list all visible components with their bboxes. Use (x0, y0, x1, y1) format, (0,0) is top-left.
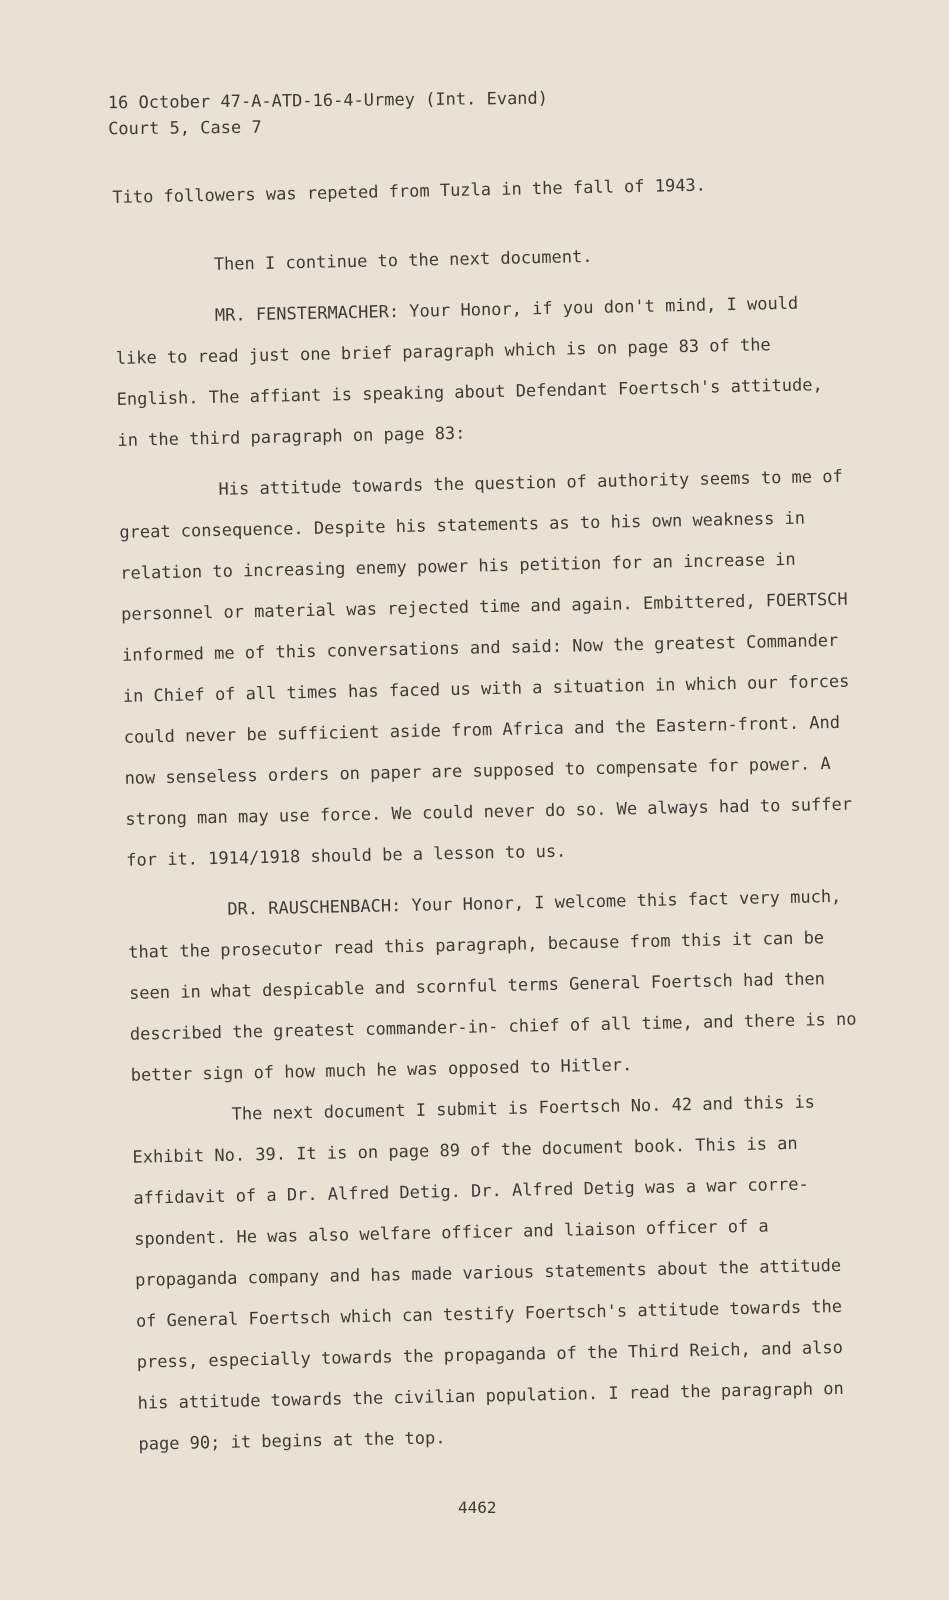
paragraph-fenstermacher: MR. FENSTERMACHER: Your Honor, if you don't mind, I would like to read just one brief paragraph which is on page 83 of the English. The affiant is speaking about Defendant Foertsch's attitude, in the third paragraph on page 83: (115, 293, 823, 451)
header-line-court-case: Court 5, Case 7 (108, 117, 262, 140)
document-header (108, 86, 549, 143)
transcript-body (112, 163, 869, 1466)
paragraph-rauschenbach: DR. RAUSCHENBACH: Your Honor, I welcome this fact very much, that the prosecutor read this paragraph, because from this it can be seen in what despicable and scornful terms General Foertsch had then described the greatest commander-in- chief of all time, and there is no better sign of how much he was opposed to Hitler. (128, 886, 857, 1086)
paragraph-next-document: Then I continue to the next document. (213, 246, 593, 275)
header-line-date-reference: 16 October 47-A-ATD-16-4-Urmey (Int. Evand) (107, 88, 549, 114)
page-number: 4462 (458, 1498, 497, 1517)
paragraph-exhibit-39: The next document I submit is Foertsch No. 42 and this is Exhibit No. 39. It is on page 89 of the document book. This is an affidavit of a Dr. Alfred Detig. Dr. Alfred Detig was a war corre- spondent. He was also welfare officer and liaison officer of a propaganda company and has made various statements about the attitude of General Foertsch which can testify Foertsch's attitude towards the press, especially towards the propaganda of the Third Reich, and also his attitude towards the civilian population. I read the paragraph on page 90; it begins at the top. (132, 1092, 844, 1455)
paragraph-continuation: Tito followers was repeted from Tuzla in the fall of 1943. (112, 175, 707, 208)
paragraph-quoted-affidavit: His attitude towards the question of authority seems to me of great consequence. Despite his statements as to his own weakness in relation to increasing enemy power his petition for an increase in personnel or material was rejected time and again. Embittered, FOERTSCH informed me of this conversations and said: Now the greatest Commander in Chief of all times has faced us with a situation in which our forces could never be sufficient aside from Africa and the Eastern-front. And now senseless orders on paper are supposed to compensate for power. A strong man may use force. We could never do so. We always had to suffer for it. 1914/1918 should be a lesson to us. (119, 466, 853, 871)
